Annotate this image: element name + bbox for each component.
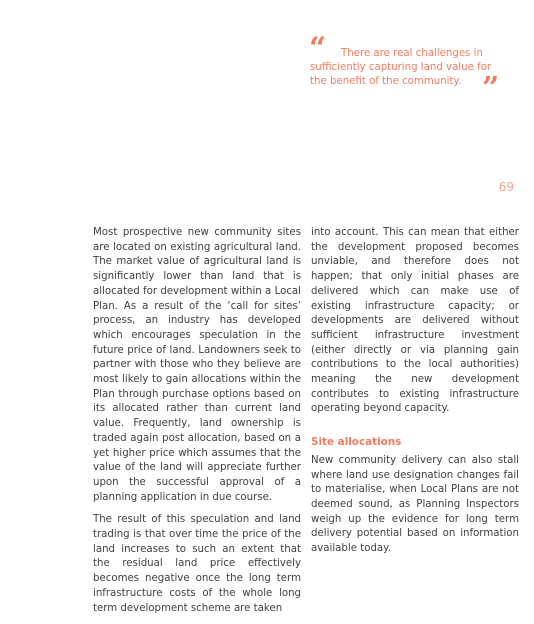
pull-quote-text: There are real challenges in sufficiently capturing land value for the benefit of the community. [310, 48, 492, 87]
body-paragraph: The result of this speculation and land trading is that over time the price of the land increases to such an extent that the residual land price effectively becomes negative once the long term infrastructure costs of the whole long term development scheme are taken [93, 514, 301, 614]
body-paragraph: Most prospective new community sites are located on existing agricultural land. The market value of agricultural land is significantly lower than land that is allocated for development within a Local Plan. As a result of the ‘call for sites’ process, an industry has developed which encourages speculation in the future price of land. Landowners seek to partner with those who they believe are most likely to gain allocations within the Plan through purchase options based on its allocated rather than current land value. Frequently, land ownership is traded again post allocation, based on a yet higher price which assumes that the value of the land will appreciate further upon the successful approval of a planning application in due course. [93, 227, 301, 503]
close-quote-mark: ” [482, 71, 500, 106]
open-quote-mark: “ [309, 31, 327, 66]
left-column [93, 226, 301, 624]
pull-quote [309, 31, 509, 108]
body-paragraph: New community delivery can also stall where land use designation changes fail to materialise, when Local Plans are not deemed sound, as Planning Inspectors weigh up the evidence for long term delivery potential based on information available today. [311, 454, 519, 555]
right-column [311, 226, 519, 565]
page-number: 69 [498, 180, 514, 194]
section-heading: Site allocations [311, 436, 402, 449]
body-paragraph: into account. This can mean that either the development proposed becomes unviable, and therefore does not happen; that only initial phases are delivered which can make use of existing infrastructure capacity; or developments are delivered without sufficient infrastructure investment (either directly or via planning gain contributions to the local authorities) meaning the new development contributes to existing infrastructure operating beyond capacity. [311, 227, 519, 415]
